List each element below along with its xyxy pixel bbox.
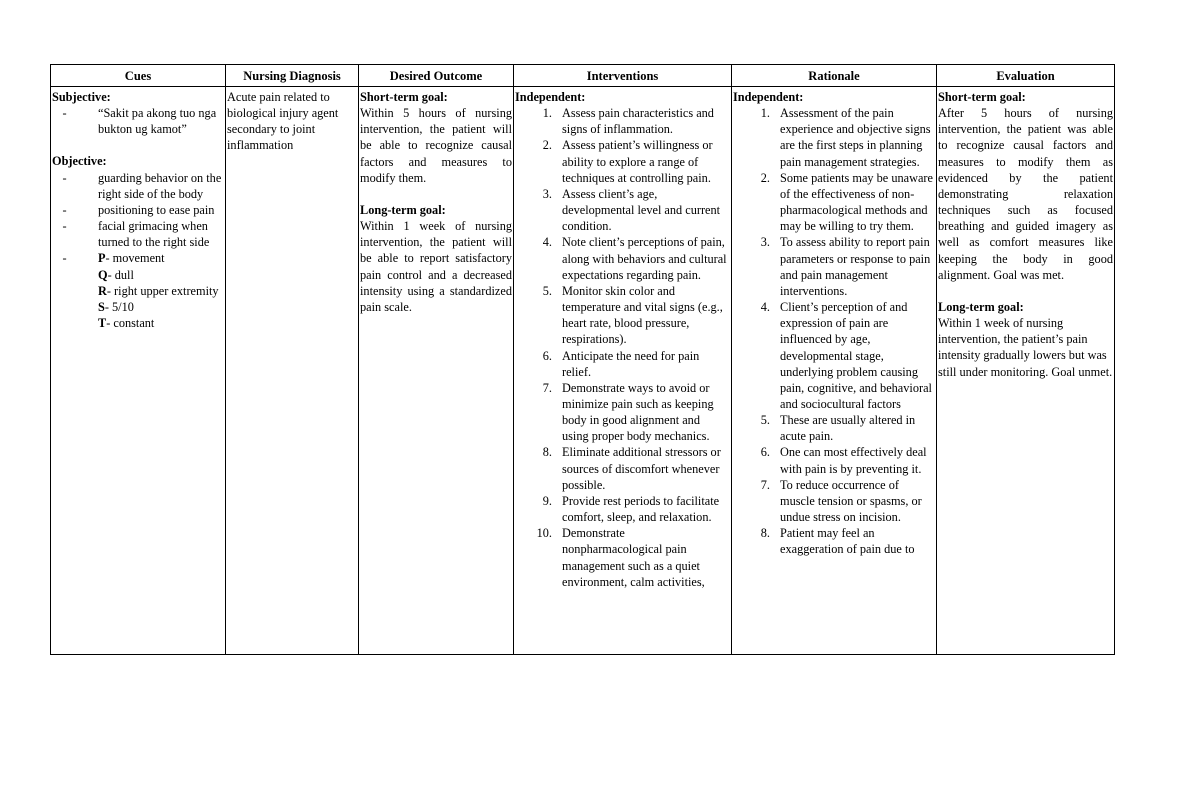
intervention-item xyxy=(515,525,730,590)
header-evaluation: Evaluation xyxy=(937,65,1115,87)
intervention-item-number: 9. xyxy=(542,493,552,508)
rationale-item xyxy=(733,299,935,412)
intervention-item-text: Demonstrate nonpharmacological pain management such as a quiet environment, calm activities, xyxy=(562,526,705,589)
intervention-item xyxy=(515,348,730,380)
rationale-item xyxy=(733,234,935,299)
rationale-item-text: Some patients may be unaware of the effectiveness of non-pharmacological methods and may be willing to try them. xyxy=(780,170,933,234)
intervention-item-number: 7. xyxy=(542,380,552,395)
intervention-item-text: Assess pain characteristics and signs of inflammation. xyxy=(562,106,714,137)
intervention-item xyxy=(515,137,730,185)
rationale-label: Independent: xyxy=(733,90,804,104)
rationale-item xyxy=(733,477,935,525)
pqrst-item: - P- movement xyxy=(62,251,165,266)
intervention-item-text: Assess patient’s willingness or ability to explore a range of techniques at controlling pain. xyxy=(562,138,713,185)
intervention-item-text: Provide rest periods to facilitate comfort, sleep, and relaxation. xyxy=(562,493,720,525)
intervention-item-number: 8. xyxy=(542,445,552,460)
intervention-item-number: 2. xyxy=(542,138,552,153)
rationale-item xyxy=(733,444,935,476)
intervention-item-text: Monitor skin color and temperature and vital signs (e.g., heart rate, blood pressure, respirations). xyxy=(562,283,723,347)
rationale-item-text: These are usually altered in acute pain. xyxy=(780,413,916,444)
objective-label: Objective: xyxy=(52,154,107,169)
intervention-item-text: Note client’s perceptions of pain, along with behaviors and cultural expectations regarding pain. xyxy=(562,235,727,282)
rationale-item-text: Client’s perception of and expression of pain are influenced by age, developmental stage, underlying problem causing pain, cognitive, and behavioral and sociocultural factors xyxy=(780,300,932,411)
cues-cell xyxy=(51,87,226,655)
rationale-cell xyxy=(732,87,937,655)
subjective-label: Subjective: xyxy=(52,90,111,104)
evaluation-cell xyxy=(937,87,1115,655)
long-term-goal-label: Long-term goal: xyxy=(360,202,446,217)
rationale-item-number: 5. xyxy=(760,413,770,428)
rationale-item-number: 3. xyxy=(760,235,770,250)
rationale-item-text: To assess ability to report pain parameters or response to pain and pain management interventions. xyxy=(780,235,931,298)
intervention-item-number: 3. xyxy=(542,186,552,201)
objective-item: - guarding behavior on the right side of the body xyxy=(62,170,222,201)
interventions-list xyxy=(515,105,730,590)
intervention-item-number: 10. xyxy=(536,526,552,541)
rationale-item-number: 4. xyxy=(760,300,770,315)
rationale-item-text: One can most effectively deal with pain is by preventing it. xyxy=(780,445,927,476)
rationale-item-text: To reduce occurrence of muscle tension or spasms, or undue stress on incision. xyxy=(780,477,922,525)
pqrst-item: R- right upper extremity xyxy=(98,283,219,298)
desired-outcome-cell xyxy=(359,87,514,655)
intervention-item-number: 6. xyxy=(542,348,552,363)
intervention-item xyxy=(515,444,730,492)
rationale-list xyxy=(733,105,935,557)
nursing-care-plan-table xyxy=(50,64,1115,655)
pqrst-item: Q- dull xyxy=(98,267,134,282)
intervention-item-number: 1. xyxy=(542,106,552,121)
interventions-cell xyxy=(514,87,732,655)
evaluation-long-term-label: Long-term goal: xyxy=(938,299,1024,314)
header-desired-outcome: Desired Outcome xyxy=(359,65,514,87)
rationale-item xyxy=(733,525,935,557)
rationale-item-number: 6. xyxy=(760,445,770,460)
pqrst-item: T- constant xyxy=(98,316,155,331)
intervention-item-text: Demonstrate ways to avoid or minimize pain such as keeping body in good alignment and using proper body mechanics. xyxy=(562,380,714,444)
objective-item: - positioning to ease pain xyxy=(62,202,215,217)
interventions-label: Independent: xyxy=(515,90,586,104)
rationale-item-number: 8. xyxy=(760,526,770,541)
header-row xyxy=(51,65,1115,87)
intervention-item xyxy=(515,380,730,445)
rationale-item-text: Assessment of the pain experience and objective signs are the first steps in planning pain management strategies. xyxy=(780,106,931,169)
subjective-item: - “Sakit pa akong tuo nga bukton ug kamot” xyxy=(62,106,217,137)
intervention-item-text: Assess client’s age, developmental level and current condition. xyxy=(562,186,721,234)
long-term-goal-text: Within 1 week of nursing intervention, the patient will be able to report satisfactory pain control and a decreased intensity using a standardized pain scale. xyxy=(360,219,512,314)
diagnosis-cell xyxy=(226,87,359,655)
header-cues: Cues xyxy=(51,65,226,87)
diagnosis-text: Acute pain related to biological injury agent secondary to joint inflammation xyxy=(227,90,339,153)
rationale-item-number: 2. xyxy=(760,170,770,185)
intervention-item xyxy=(515,105,730,137)
short-term-goal-text: Within 5 hours of nursing intervention, the patient will be able to recognize causal factors and measures to modify them. xyxy=(360,106,512,185)
rationale-item xyxy=(733,412,935,444)
rationale-item xyxy=(733,170,935,235)
rationale-item xyxy=(733,105,935,170)
objective-item: - facial grimacing when turned to the right side xyxy=(62,219,210,250)
evaluation-long-term-text: Within 1 week of nursing intervention, the patient’s pain intensity gradually lowers but was still under monitoring. Goal unmet. xyxy=(938,316,1113,379)
pqrst-item: S- 5/10 xyxy=(98,299,134,314)
intervention-item xyxy=(515,186,730,234)
short-term-goal-label: Short-term goal: xyxy=(360,90,448,104)
intervention-item xyxy=(515,493,730,525)
intervention-item-text: Anticipate the need for pain relief. xyxy=(562,348,700,379)
care-plan-row xyxy=(51,87,1115,655)
rationale-item-number: 1. xyxy=(760,106,770,121)
header-rationale: Rationale xyxy=(732,65,937,87)
header-nursing-diagnosis: Nursing Diagnosis xyxy=(226,65,359,87)
intervention-item-number: 4. xyxy=(542,235,552,250)
intervention-item-number: 5. xyxy=(542,283,552,298)
intervention-item xyxy=(515,234,730,282)
intervention-item xyxy=(515,283,730,348)
rationale-item-text: Patient may feel an exaggeration of pain due to xyxy=(780,526,915,557)
intervention-item-text: Eliminate additional stressors or sources of discomfort whenever possible. xyxy=(562,445,721,492)
header-interventions: Interventions xyxy=(514,65,732,87)
evaluation-short-term-label: Short-term goal: xyxy=(938,90,1026,104)
rationale-item-number: 7. xyxy=(760,477,770,492)
evaluation-short-term-text: After 5 hours of nursing intervention, the patient was able to recognize causal factors and measures to modify them as evidenced by the patient demonstrating relaxation techniques such as focused breathing and guided imagery as well as comfort measures like keeping the body in good alignment. Goal was met. xyxy=(938,106,1113,282)
